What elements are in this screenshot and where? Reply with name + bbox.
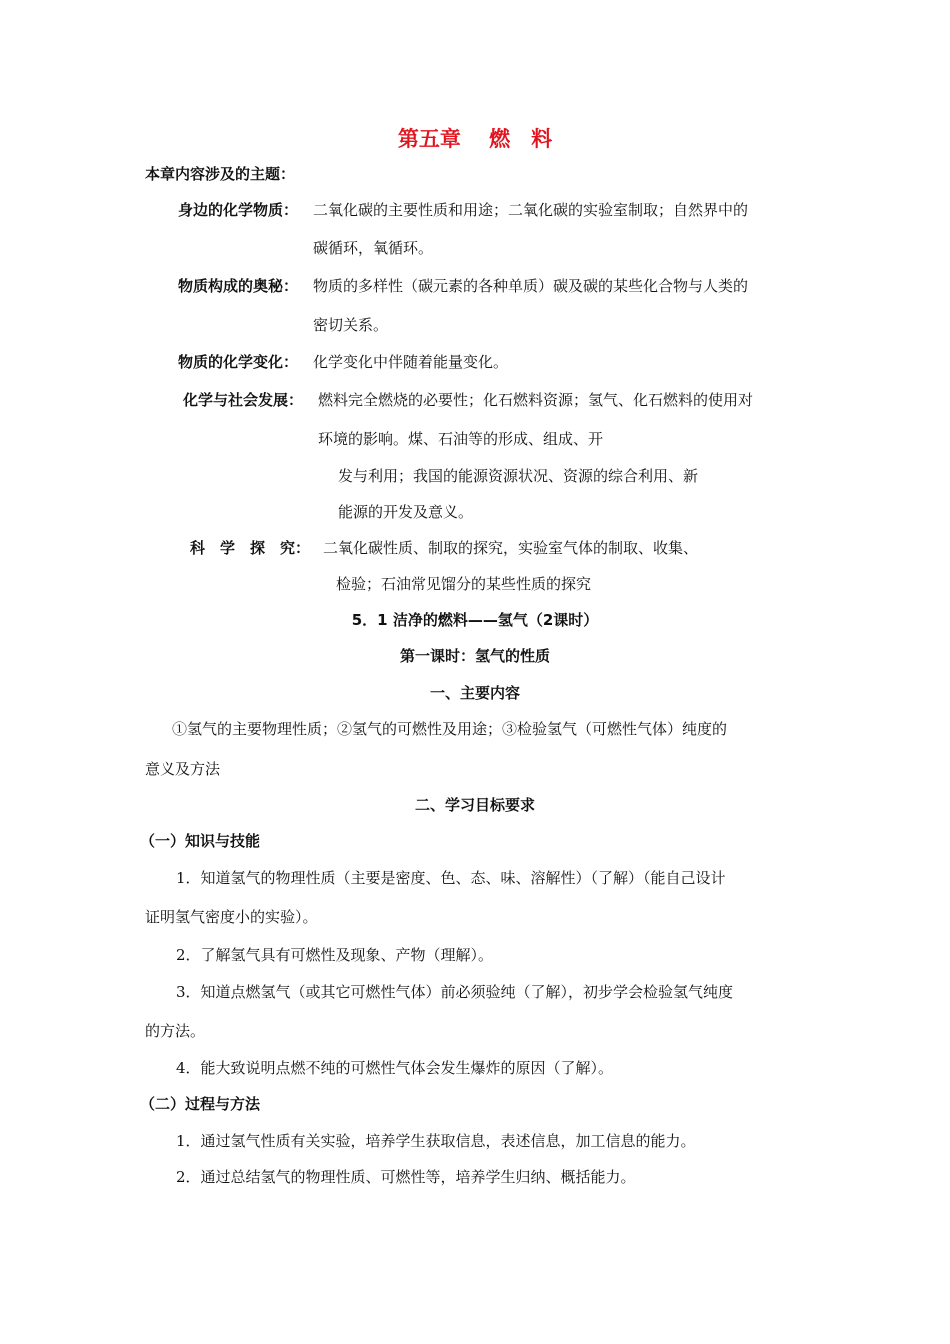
theme-text: 二氧化碳性质、制取的探究，实验室气体的制取、收集、 — [323, 539, 699, 557]
themes-heading: 本章内容涉及的主题： — [145, 165, 296, 183]
theme-text: 物质的多样性（碳元素的各种单质）碳及碳的某些化合物与人类的 — [313, 277, 749, 295]
goal-item-1: 1．知道氢气的物理性质（主要是密度、色、态、味、溶解性）（了解）（能自己设计 — [176, 869, 726, 887]
theme-label-chemical-change: 物质的化学变化： — [178, 353, 299, 371]
process-item-2: 2．通过总结氢气的物理性质、可燃性等，培养学生归纳、概括能力。 — [176, 1168, 636, 1186]
theme-text: 检验；石油常见馏分的某些性质的探究 — [336, 575, 592, 593]
goal-item-1-cont: 证明氢气密度小的实验）。 — [145, 908, 318, 926]
theme-text: 发与利用；我国的能源资源状况、资源的综合利用、新 — [338, 467, 699, 485]
goal-item-2: 2．了解氢气具有可燃性及现象、产物（理解）。 — [176, 946, 494, 964]
process-item-1: 1．通过氢气性质有关实验，培养学生获取信息，表述信息，加工信息的能力。 — [176, 1132, 696, 1150]
theme-label-chemistry-around: 身边的化学物质： — [178, 201, 299, 219]
theme-text: 碳循环，氧循环。 — [313, 239, 434, 257]
subheading-process-methods: （二）过程与方法 — [140, 1095, 261, 1113]
goal-item-3-cont: 的方法。 — [145, 1022, 206, 1040]
theme-text: 化学变化中伴随着能量变化。 — [313, 353, 509, 371]
paragraph-main-content: 意义及方法 — [145, 760, 221, 778]
theme-text: 环境的影响。煤、石油等的形成、组成、开 — [318, 430, 604, 448]
theme-text: 密切关系。 — [313, 316, 389, 334]
heading-main-content: 一、主要内容 — [429, 684, 520, 702]
goal-item-4: 4．能大致说明点燃不纯的可燃性气体会发生爆炸的原因（了解）。 — [176, 1059, 614, 1077]
lesson-title: 第一课时：氢气的性质 — [399, 647, 550, 665]
chapter-title: 第五章 燃 料 — [397, 127, 553, 151]
theme-text: 二氧化碳的主要性质和用途；二氧化碳的实验室制取；自然界中的 — [313, 201, 749, 219]
section-title: 5．1 洁净的燃料——氢气（2课时） — [351, 611, 599, 629]
theme-label-matter-structure: 物质构成的奥秘： — [178, 277, 299, 295]
subheading-knowledge-skills: （一）知识与技能 — [140, 832, 261, 850]
theme-label-society: 化学与社会发展： — [183, 391, 304, 409]
theme-text: 燃料完全燃烧的必要性；化石燃料资源；氢气、化石燃料的使用对 — [318, 391, 754, 409]
theme-label-science-inquiry: 科 学 探 究： — [190, 539, 311, 557]
theme-text: 能源的开发及意义。 — [338, 503, 474, 521]
heading-learning-goals: 二、学习目标要求 — [414, 796, 535, 814]
paragraph-main-content: ①氢气的主要物理性质；②氢气的可燃性及用途；③检验氢气（可燃性气体）纯度的 — [172, 720, 728, 738]
goal-item-3: 3．知道点燃氢气（或其它可燃性气体）前必须验纯（了解），初步学会检验氢气纯度 — [176, 983, 734, 1001]
